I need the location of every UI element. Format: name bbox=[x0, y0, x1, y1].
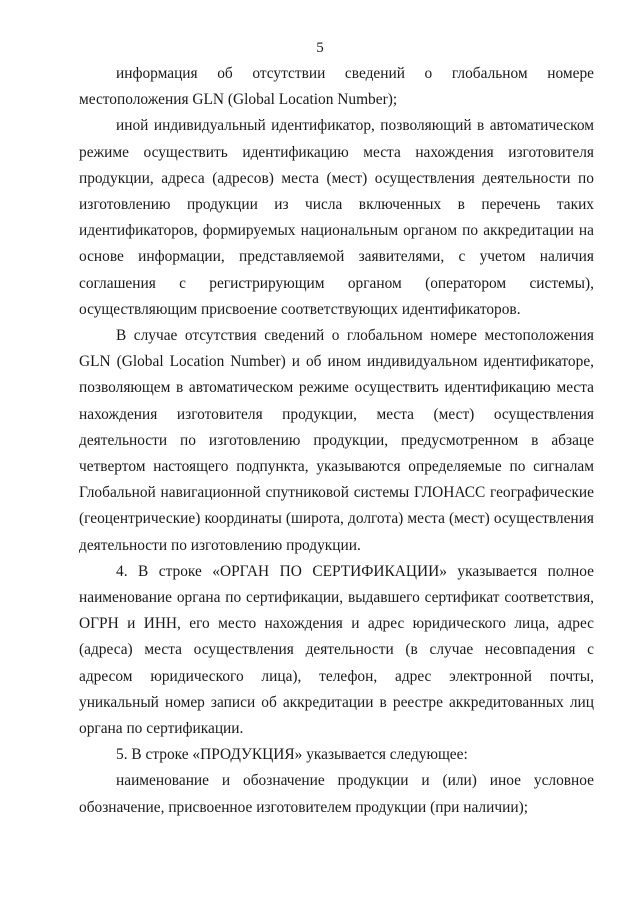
paragraph-product-heading: 5. В строке «ПРОДУКЦИЯ» указывается следующее: bbox=[116, 746, 468, 764]
paragraph-other-identifier: иной индивидуальный идентификатор, позволяющий в автоматическом режиме осуществить идентификацию места нахождения изготовителя продукции, адреса (адресов) места (мест) осуществления деятельности по изготовлению продукции из числа включенных в перечень таких идентификаторов, формируемых национальным органом по аккредитации на основе информации, представляемой заявителями, с учетом наличия соглашения с регистрирующим органом (оператором системы), осуществляющим присвоение соответствующих идентификаторов. bbox=[79, 117, 594, 318]
paragraph-product-name: наименование и обозначение продукции и (или) иное условное обозначение, присвоенное изготовителем продукции (при наличии); bbox=[79, 772, 594, 816]
paragraph-gln-info: информация об отсутствии сведений о глобальном номере местоположения GLN (Global Location Number); bbox=[79, 65, 594, 109]
paragraph-glonass-coordinates: В случае отсутствия сведений о глобальном номере местоположения GLN (Global Location Number) и об ином индивидуальном идентификаторе, позволяющем в автоматическом режиме осуществить идентификацию места нахождения изготовителя продукции, места (мест) осуществления деятельности по изготовлению продукции, предусмотренном в абзаце четвертом настоящего подпункта, указываются определяемые по сигналам Глобальной навигационной спутниковой системы ГЛОНАСС географические (геоцентрические) координаты (широта, долгота) места (мест) осуществления деятельности по изготовлению продукции. bbox=[79, 327, 594, 554]
paragraph-certification-body: 4. В строке «ОРГАН ПО СЕРТИФИКАЦИИ» указывается полное наименование органа по сертификации, выдавшего сертификат соответствия, ОГРН и ИНН, его место нахождения и адрес юридического лица, адрес (адреса) места осуществления деятельности (в случае несовпадения с адресом юридического лица), телефон, адрес электронной почты, уникальный номер записи об аккредитации в реестре аккредитованных лиц органа по сертификации. bbox=[79, 562, 594, 738]
page-number: 5 bbox=[316, 40, 324, 56]
document-body bbox=[79, 61, 594, 821]
